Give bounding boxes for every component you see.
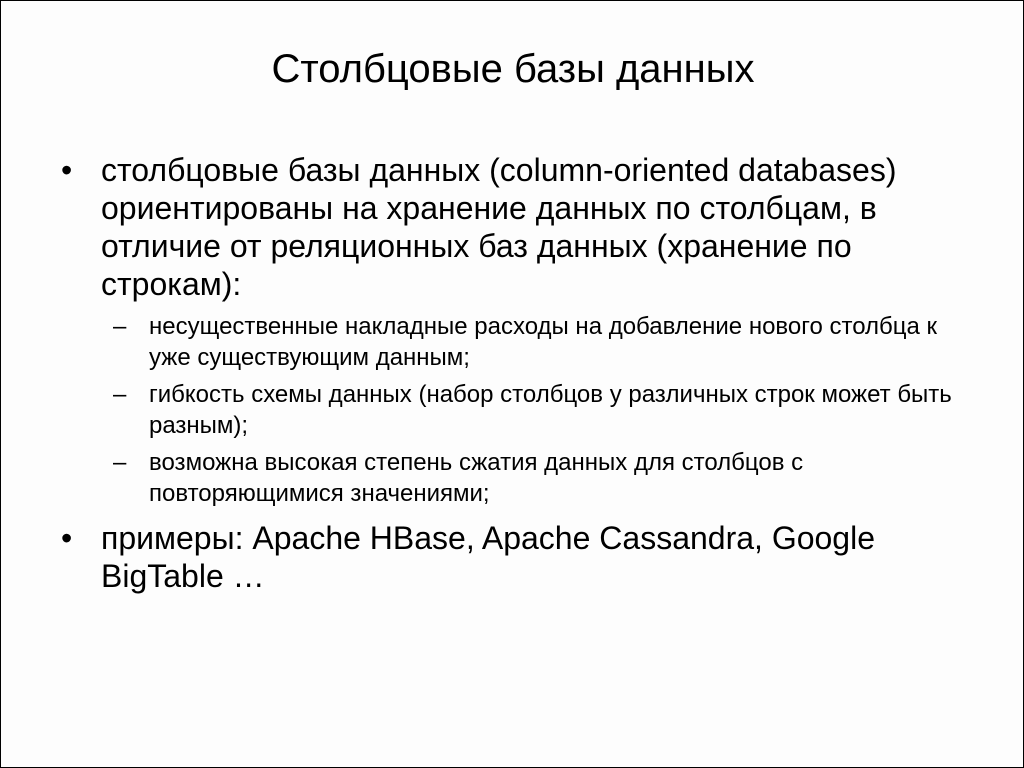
bullet-item-2-text: примеры: Apache HBase, Apache Cassandra, Google BigTable … xyxy=(101,520,875,594)
slide-content xyxy=(61,151,961,603)
bullet-item-1 xyxy=(61,151,961,303)
bullet-item-1-text: столбцовые базы данных (column-oriented databases) ориентированы на хранение данных по столбцам, в отличие от реляционных баз данных (хранение по строкам): xyxy=(101,152,897,302)
bullet-icon: • xyxy=(61,520,73,556)
bullet-icon: • xyxy=(61,152,73,188)
sub-item-1 xyxy=(61,311,961,373)
dash-icon: – xyxy=(113,449,127,476)
sub-item-1-text: несущественные накладные расходы на добавление нового столбца к уже существующим данным; xyxy=(149,313,938,371)
sub-item-3-text: возможна высокая степень сжатия данных для столбцов с повторяющимися значениями; xyxy=(149,449,804,507)
dash-icon: – xyxy=(113,313,127,340)
bullet-item-2 xyxy=(61,519,961,595)
slide-title: Столбцовые базы данных xyxy=(271,47,755,91)
sub-item-2-text: гибкость схемы данных (набор столбцов у различных строк может быть разным); xyxy=(149,381,952,439)
sub-list xyxy=(61,311,961,509)
dash-icon: – xyxy=(113,381,127,408)
sub-item-3 xyxy=(61,447,961,509)
sub-item-2 xyxy=(61,379,961,441)
